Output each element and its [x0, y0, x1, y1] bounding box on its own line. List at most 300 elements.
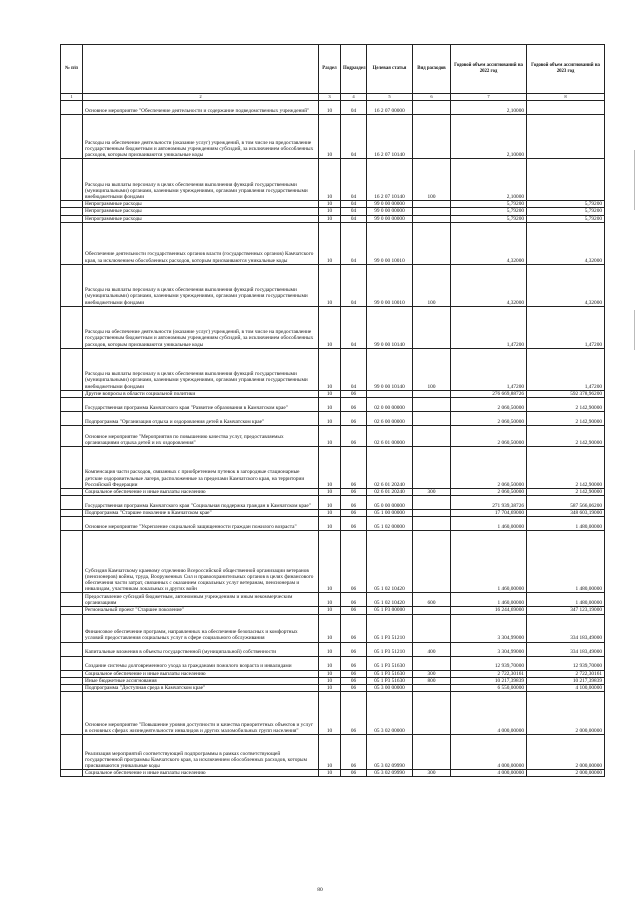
table-row — [61, 306, 605, 348]
row-expense-type: 600 — [413, 593, 451, 607]
row-amount-2023: 5,79200 — [527, 215, 605, 222]
row-target-article: 05 3 02 09990 — [367, 735, 413, 770]
row-number-cell — [61, 412, 83, 426]
row-target-article: 16 2 07 10140 — [367, 159, 413, 201]
header-amount-2023: Годовой объем ассигнований на 2023 год — [527, 45, 605, 94]
row-expense-type — [413, 531, 451, 593]
row-subsection: 06 — [341, 531, 367, 593]
row-expense-type: 300 — [413, 770, 451, 777]
row-amount-2022: 5,79200 — [451, 215, 527, 222]
row-amount-2023: 2 000,00000 — [527, 770, 605, 777]
row-subsection: 04 — [341, 115, 367, 159]
row-name: Подпрограмма "Доступная среда в Камчатском крае" — [83, 685, 319, 692]
row-amount-2023: 10 217,39839 — [527, 677, 605, 684]
row-amount-2022: 4 000,00000 — [451, 692, 527, 735]
row-amount-2023 — [527, 115, 605, 159]
row-section: 10 — [319, 496, 341, 510]
row-target-article: 05 1 P3 51210 — [367, 614, 413, 642]
row-number-cell — [61, 115, 83, 159]
row-target-article: 02 0 00 00000 — [367, 398, 413, 412]
row-name: Расходы на выплаты персоналу в целях обеспечения выполнения функций государственными (муниципальными) органами, казенными учреждениями, органами управления государственными внебюджетными фондами — [83, 348, 319, 390]
row-target-article: 05 1 P3 51210 — [367, 642, 413, 656]
column-number: 3 — [319, 94, 341, 101]
row-amount-2023: 592 378,96200 — [527, 390, 605, 397]
row-subsection: 04 — [341, 348, 367, 390]
row-amount-2022: 1,47200 — [451, 348, 527, 390]
row-amount-2022: 3 304,99000 — [451, 642, 527, 656]
row-section: 10 — [319, 264, 341, 306]
row-amount-2022: 1 460,00000 — [451, 593, 527, 607]
table-row — [61, 692, 605, 735]
row-expense-type: 100 — [413, 264, 451, 306]
row-number-cell — [61, 208, 83, 215]
row-target-article: 99 0 00 10140 — [367, 348, 413, 390]
row-subsection: 06 — [341, 656, 367, 670]
row-subsection: 06 — [341, 426, 367, 447]
table-row — [61, 677, 605, 684]
row-amount-2023: 2 142,90000 — [527, 398, 605, 412]
row-target-article: 05 3 02 09990 — [367, 770, 413, 777]
row-expense-type — [413, 607, 451, 614]
row-section: 10 — [319, 489, 341, 496]
column-number: 2 — [83, 94, 319, 101]
row-amount-2022: 17 704,69000 — [451, 510, 527, 517]
row-expense-type — [413, 510, 451, 517]
row-target-article: 99 0 00 00000 — [367, 208, 413, 215]
row-number-cell — [61, 390, 83, 397]
row-number-cell — [61, 642, 83, 656]
row-amount-2022: 271 939,38726 — [451, 496, 527, 510]
table-row — [61, 398, 605, 412]
row-name: Основное мероприятие "Обеспечение деятельности и содержание подведомственных учреждений" — [83, 101, 319, 115]
row-amount-2023: 1 480,00000 — [527, 531, 605, 593]
row-amount-2022: 2 060,50000 — [451, 489, 527, 496]
row-name: Непрограммные расходы — [83, 208, 319, 215]
row-subsection: 06 — [341, 398, 367, 412]
row-subsection: 06 — [341, 447, 367, 489]
row-amount-2023: 334 183,49000 — [527, 642, 605, 656]
row-expense-type — [413, 735, 451, 770]
row-name: Социальное обеспечение и иные выплаты населению — [83, 489, 319, 496]
row-number-cell — [61, 222, 83, 264]
row-target-article — [367, 390, 413, 397]
row-amount-2022: 2 722,30161 — [451, 670, 527, 677]
row-amount-2022: 1 460,00000 — [451, 517, 527, 531]
row-name: Предоставление субсидий бюджетным, автономным учреждениям и иным некоммерческим организациям — [83, 593, 319, 607]
table-row — [61, 685, 605, 692]
row-section: 10 — [319, 101, 341, 115]
row-name: Социальное обеспечение и иные выплаты населению — [83, 770, 319, 777]
row-section: 10 — [319, 517, 341, 531]
row-section: 10 — [319, 348, 341, 390]
row-subsection: 04 — [341, 264, 367, 306]
row-target-article: 05 1 00 00000 — [367, 510, 413, 517]
row-expense-type: 100 — [413, 348, 451, 390]
row-expense-type: 300 — [413, 670, 451, 677]
header-section: Раздел — [319, 45, 341, 94]
row-number-cell — [61, 735, 83, 770]
row-amount-2022: 2,10000 — [451, 101, 527, 115]
row-subsection: 06 — [341, 685, 367, 692]
row-section: 10 — [319, 222, 341, 264]
row-subsection: 06 — [341, 517, 367, 531]
row-name: Компенсация части расходов, связанных с приобретением путевок в загородные стационарные детские оздоровительные лагеря, расположенные за пределами Камчатского края, на территории Российской Федерации — [83, 447, 319, 489]
row-name: Основное мероприятие "Повышение уровня доступности и качества приоритетных объектов и услуг в основных сферах жизнедеятельности инвалидов и других маломобильных групп населения" — [83, 692, 319, 735]
row-number-cell — [61, 614, 83, 642]
row-section: 10 — [319, 735, 341, 770]
row-target-article: 02 6 01 00000 — [367, 426, 413, 447]
row-expense-type — [413, 614, 451, 642]
header-target-article: Целевая статья — [367, 45, 413, 94]
row-number-cell — [61, 398, 83, 412]
row-subsection: 04 — [341, 306, 367, 348]
row-name: Подпрограмма "Старшее поколение в Камчатском крае" — [83, 510, 319, 517]
row-expense-type: 400 — [413, 642, 451, 656]
table-row — [61, 670, 605, 677]
column-number: 1 — [61, 94, 83, 101]
table-row — [61, 159, 605, 201]
row-target-article: 05 1 P3 51630 — [367, 656, 413, 670]
row-number-cell — [61, 306, 83, 348]
row-section: 10 — [319, 115, 341, 159]
row-section: 10 — [319, 531, 341, 593]
row-expense-type — [413, 222, 451, 264]
row-target-article: 99 0 00 10010 — [367, 222, 413, 264]
row-number-cell — [61, 510, 83, 517]
row-amount-2023: 1 480,00000 — [527, 593, 605, 607]
row-expense-type — [413, 447, 451, 489]
row-number-cell — [61, 348, 83, 390]
row-amount-2023 — [527, 101, 605, 115]
row-name: Непрограммные расходы — [83, 201, 319, 208]
row-section: 10 — [319, 215, 341, 222]
row-amount-2023: 4,32000 — [527, 264, 605, 306]
row-amount-2022: 5,79200 — [451, 201, 527, 208]
table-row — [61, 517, 605, 531]
row-expense-type: 800 — [413, 677, 451, 684]
row-section: 10 — [319, 398, 341, 412]
row-subsection: 04 — [341, 201, 367, 208]
row-section: 10 — [319, 670, 341, 677]
row-name: Расходы на обеспечение деятельности (оказание услуг) учреждений, в том числе на предоставление государственным бюджетным и автономным учреждениям субсидий, за исключением обособленных расходов, которым присваиваются уникальные коды — [83, 306, 319, 348]
row-amount-2023: 334 183,49000 — [527, 614, 605, 642]
row-target-article: 05 1 P3 51630 — [367, 670, 413, 677]
row-target-article: 99 0 00 00000 — [367, 215, 413, 222]
row-subsection: 06 — [341, 614, 367, 642]
row-name: Государственная программа Камчатского края "Развитие образования в Камчатском крае" — [83, 398, 319, 412]
row-target-article: 02 6 01 20240 — [367, 447, 413, 489]
row-target-article: 02 6 01 20240 — [367, 489, 413, 496]
row-amount-2023: 1 480,00000 — [527, 517, 605, 531]
row-expense-type — [413, 426, 451, 447]
table-row — [61, 593, 605, 607]
row-expense-type — [413, 517, 451, 531]
header-amount-2022: Годовой объем ассигнований на 2022 год — [451, 45, 527, 94]
row-name: Непрограммные расходы — [83, 215, 319, 222]
table-row — [61, 510, 605, 517]
row-number-cell — [61, 264, 83, 306]
row-section: 10 — [319, 426, 341, 447]
row-subsection: 06 — [341, 670, 367, 677]
row-subsection: 06 — [341, 692, 367, 735]
row-amount-2023: 4 100,00000 — [527, 685, 605, 692]
row-subsection: 06 — [341, 412, 367, 426]
row-amount-2022: 1,47200 — [451, 306, 527, 348]
row-number-cell — [61, 656, 83, 670]
row-subsection: 04 — [341, 215, 367, 222]
row-name: Подпрограмма "Организация отдыха и оздоровления детей в Камчатском крае" — [83, 412, 319, 426]
row-section: 10 — [319, 692, 341, 735]
row-subsection: 06 — [341, 735, 367, 770]
header-expense-type: Вид расходов — [413, 45, 451, 94]
row-section: 10 — [319, 208, 341, 215]
budget-table — [60, 44, 605, 777]
row-expense-type — [413, 496, 451, 510]
row-amount-2022: 2,10000 — [451, 115, 527, 159]
row-amount-2022: 16 244,69000 — [451, 607, 527, 614]
column-number: 4 — [341, 94, 367, 101]
table-row — [61, 489, 605, 496]
row-amount-2023: 347 123,19000 — [527, 607, 605, 614]
row-section: 10 — [319, 685, 341, 692]
row-section: 10 — [319, 412, 341, 426]
row-name: Капитальные вложения в объекты государственной (муниципальной) собственности — [83, 642, 319, 656]
row-name: Государственная программа Камчатского края "Социальная поддержка граждан в Камчатском крае" — [83, 496, 319, 510]
row-target-article: 99 0 00 00000 — [367, 201, 413, 208]
row-name: Реализация мероприятий соответствующей подпрограммы в рамках соответствующей государственной программы Камчатского края, за исключением обособленных расходов, которым присваиваются уникальные коды — [83, 735, 319, 770]
column-number: 8 — [527, 94, 605, 101]
table-row — [61, 770, 605, 777]
table-row — [61, 447, 605, 489]
row-section: 10 — [319, 607, 341, 614]
column-number: 5 — [367, 94, 413, 101]
row-amount-2023: 348 603,19000 — [527, 510, 605, 517]
table-row — [61, 101, 605, 115]
header-subsection: Подраздел — [341, 45, 367, 94]
row-expense-type — [413, 656, 451, 670]
scan-edge-mark — [634, 310, 635, 350]
row-number-cell — [61, 447, 83, 489]
row-name: Основное мероприятие "Мероприятия по повышению качества услуг, предоставляемых организациями отдыха детей и их оздоровления" — [83, 426, 319, 447]
row-amount-2023: 2 142,90000 — [527, 426, 605, 447]
row-amount-2023: 2 142,90000 — [527, 447, 605, 489]
table-row — [61, 412, 605, 426]
table-row — [61, 264, 605, 306]
row-amount-2022: 276 669,88726 — [451, 390, 527, 397]
row-amount-2022: 2 060,50000 — [451, 426, 527, 447]
row-section: 10 — [319, 306, 341, 348]
row-expense-type — [413, 390, 451, 397]
row-target-article: 05 1 02 00000 — [367, 517, 413, 531]
row-number-cell — [61, 531, 83, 593]
scan-edge-mark — [634, 150, 635, 210]
header-number: № п/п — [61, 45, 83, 94]
row-section: 10 — [319, 656, 341, 670]
row-section: 10 — [319, 770, 341, 777]
row-amount-2022: 4,32000 — [451, 222, 527, 264]
row-number-cell — [61, 215, 83, 222]
row-expense-type — [413, 685, 451, 692]
row-subsection: 06 — [341, 496, 367, 510]
column-number-row — [61, 94, 605, 101]
row-expense-type: 300 — [413, 489, 451, 496]
table-row — [61, 531, 605, 593]
row-name: Обеспечение деятельности государственных органов власти (государственных органов) Камчатского края, за исключением обособленных расходов, которым присваиваются уникальные коды — [83, 222, 319, 264]
row-subsection: 06 — [341, 510, 367, 517]
row-name: Создание системы долговременного ухода за гражданами пожилого возраста и инвалидами — [83, 656, 319, 670]
row-number-cell — [61, 201, 83, 208]
row-amount-2023: 5,79200 — [527, 208, 605, 215]
table-row — [61, 390, 605, 397]
row-amount-2023: 5,79200 — [527, 201, 605, 208]
row-amount-2023: 2 142,90000 — [527, 412, 605, 426]
row-amount-2022: 6 550,00000 — [451, 685, 527, 692]
row-number-cell — [61, 692, 83, 735]
row-target-article: 05 1 P3 51630 — [367, 677, 413, 684]
table-row — [61, 656, 605, 670]
table-row — [61, 735, 605, 770]
row-subsection: 06 — [341, 677, 367, 684]
row-amount-2023: 2 000,00000 — [527, 692, 605, 735]
table-row — [61, 215, 605, 222]
row-number-cell — [61, 770, 83, 777]
row-number-cell — [61, 593, 83, 607]
row-amount-2023 — [527, 159, 605, 201]
row-subsection: 06 — [341, 390, 367, 397]
row-number-cell — [61, 670, 83, 677]
row-target-article: 16 2 07 10140 — [367, 115, 413, 159]
row-section: 10 — [319, 447, 341, 489]
column-number: 6 — [413, 94, 451, 101]
row-number-cell — [61, 685, 83, 692]
row-name: Расходы на выплаты персоналу в целях обеспечения выполнения функций государственными (муниципальными) органами, казенными учреждениями, органами управления государственными внебюджетными фондами — [83, 264, 319, 306]
row-expense-type — [413, 412, 451, 426]
row-number-cell — [61, 489, 83, 496]
table-row — [61, 426, 605, 447]
row-number-cell — [61, 159, 83, 201]
row-number-cell — [61, 677, 83, 684]
row-expense-type — [413, 398, 451, 412]
row-amount-2022: 12 939,70000 — [451, 656, 527, 670]
row-expense-type — [413, 215, 451, 222]
header-name — [83, 45, 319, 94]
row-subsection: 06 — [341, 489, 367, 496]
table-body — [61, 94, 605, 777]
row-target-article: 99 0 00 10140 — [367, 306, 413, 348]
row-target-article: 05 3 02 00000 — [367, 692, 413, 735]
row-amount-2022: 4 000,00000 — [451, 735, 527, 770]
row-section: 10 — [319, 159, 341, 201]
row-amount-2022: 2,10000 — [451, 159, 527, 201]
row-name: Субсидия Камчатскому краевому отделению Всероссийской общественной организации ветеранов (пенсионеров) войны, труда, Вооруженных Сил и правоохранительных органов в целях финансового обеспечения части затрат, связанных с оказанием социальных услуг ветеранам, пенсионерам и инвалидам, участникам локальных и других войн — [83, 531, 319, 593]
row-target-article: 02 6 00 00000 — [367, 412, 413, 426]
row-expense-type — [413, 208, 451, 215]
row-amount-2023: 1,47200 — [527, 306, 605, 348]
row-target-article: 05 3 00 00000 — [367, 685, 413, 692]
row-amount-2022: 4,32000 — [451, 264, 527, 306]
row-subsection: 06 — [341, 593, 367, 607]
row-amount-2023: 4,32000 — [527, 222, 605, 264]
row-target-article: 16 2 07 00000 — [367, 101, 413, 115]
table-row — [61, 642, 605, 656]
row-section: 10 — [319, 510, 341, 517]
row-expense-type — [413, 306, 451, 348]
row-target-article: 05 0 00 00000 — [367, 496, 413, 510]
row-subsection: 06 — [341, 607, 367, 614]
row-subsection: 06 — [341, 642, 367, 656]
row-amount-2022: 10 217,39839 — [451, 677, 527, 684]
row-subsection: 04 — [341, 208, 367, 215]
row-amount-2022: 3 304,99000 — [451, 614, 527, 642]
row-name: Социальное обеспечение и иные выплаты населению — [83, 670, 319, 677]
row-amount-2023: 12 939,70000 — [527, 656, 605, 670]
row-amount-2022: 2 060,50000 — [451, 398, 527, 412]
table-row — [61, 222, 605, 264]
row-section: 10 — [319, 642, 341, 656]
row-name: Другие вопросы в области социальной политики — [83, 390, 319, 397]
row-section: 10 — [319, 201, 341, 208]
row-name: Финансовое обеспечение программ, направленных на обеспечение безопасных и комфортных условий предоставления социальных услуг в сфере социального обслуживания — [83, 614, 319, 642]
row-amount-2022: 4 000,00000 — [451, 770, 527, 777]
row-amount-2022: 2 060,50000 — [451, 447, 527, 489]
table-row — [61, 115, 605, 159]
row-amount-2022: 1 460,00000 — [451, 531, 527, 593]
row-name: Основное мероприятие "Укрепление социальной защищенности граждан пожилого возраста" — [83, 517, 319, 531]
row-subsection: 04 — [341, 222, 367, 264]
row-number-cell — [61, 101, 83, 115]
row-target-article: 05 1 02 10420 — [367, 593, 413, 607]
row-number-cell — [61, 496, 83, 510]
row-section: 10 — [319, 390, 341, 397]
table-row — [61, 201, 605, 208]
row-number-cell — [61, 517, 83, 531]
row-amount-2023: 1,47200 — [527, 348, 605, 390]
row-section: 10 — [319, 614, 341, 642]
table-row — [61, 208, 605, 215]
row-amount-2022: 5,79200 — [451, 208, 527, 215]
table-row — [61, 607, 605, 614]
row-expense-type — [413, 101, 451, 115]
row-section: 10 — [319, 593, 341, 607]
header-row — [61, 45, 605, 94]
row-name: Расходы на выплаты персоналу в целях обеспечения выполнения функций государственными (муниципальными) органами, казенными учреждениями, органами управления государственными внебюджетными фондами — [83, 159, 319, 201]
row-target-article: 99 0 00 10010 — [367, 264, 413, 306]
row-subsection: 04 — [341, 159, 367, 201]
row-subsection: 04 — [341, 101, 367, 115]
column-number: 7 — [451, 94, 527, 101]
row-amount-2023: 2 722,30161 — [527, 670, 605, 677]
row-expense-type — [413, 692, 451, 735]
row-expense-type: 100 — [413, 159, 451, 201]
row-amount-2023: 587 566,06200 — [527, 496, 605, 510]
row-section: 10 — [319, 677, 341, 684]
row-target-article: 05 1 02 10420 — [367, 531, 413, 593]
row-name: Региональный проект "Старшее поколение" — [83, 607, 319, 614]
row-expense-type — [413, 201, 451, 208]
row-amount-2023: 2 000,00000 — [527, 735, 605, 770]
row-name: Расходы на обеспечение деятельности (оказание услуг) учреждений, в том числе на предоставление государственным бюджетным и автономным учреждениям субсидий, за исключением обособленных расходов, которым присваиваются уникальные коды — [83, 115, 319, 159]
table-row — [61, 348, 605, 390]
row-subsection: 06 — [341, 770, 367, 777]
row-number-cell — [61, 426, 83, 447]
row-target-article: 05 1 P3 00000 — [367, 607, 413, 614]
row-expense-type — [413, 115, 451, 159]
row-number-cell — [61, 607, 83, 614]
row-amount-2022: 2 060,50000 — [451, 412, 527, 426]
table-row — [61, 614, 605, 642]
table-row — [61, 496, 605, 510]
row-amount-2023: 2 142,90000 — [527, 489, 605, 496]
